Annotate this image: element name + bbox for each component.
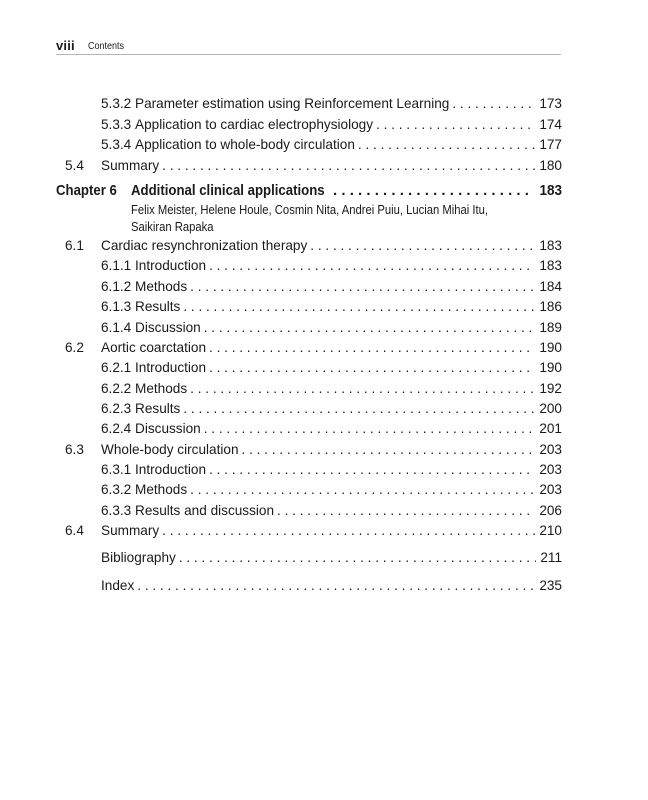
toc-entry-page: 201 <box>539 421 562 436</box>
toc-entry-page: 210 <box>539 523 562 538</box>
toc-entry-number: 6.1.4 <box>101 320 132 335</box>
dot-leader <box>209 462 535 477</box>
dot-leader <box>162 158 535 173</box>
dot-leader <box>452 96 535 111</box>
dot-leader <box>209 360 535 375</box>
toc-entry-page: 235 <box>539 578 562 593</box>
toc-entry-label: Discussion <box>135 421 201 436</box>
toc-entry-page: 180 <box>539 158 562 173</box>
toc-entry-6-1-4[interactable] <box>101 320 562 335</box>
toc-entry-6-4[interactable] <box>65 523 562 538</box>
running-head-title: Contents <box>88 41 125 52</box>
toc-entry-number: 6.3.1 <box>101 462 132 477</box>
toc-entry-label: Whole-body circulation <box>101 442 239 457</box>
toc-entry-6-2-3[interactable] <box>101 401 562 416</box>
dot-leader <box>190 279 535 294</box>
toc-entry-number: 5.3.4 <box>101 137 132 152</box>
toc-entry-label: Introduction <box>135 462 207 477</box>
toc-entry-number: 6.2.3 <box>101 401 132 416</box>
toc-entry-6-3-3[interactable] <box>101 503 562 518</box>
toc-entry-page: 184 <box>539 279 562 294</box>
toc-entry-label: Aortic coarctation <box>101 340 207 355</box>
dot-leader <box>277 503 535 518</box>
toc-entry-page: 186 <box>539 299 562 314</box>
chapter-title: Additional clinical applications <box>131 182 325 199</box>
toc-entry-number: 6.1 <box>65 238 84 253</box>
toc-entry-page: 192 <box>539 381 562 396</box>
toc-entry-label: Cardiac resynchronization therapy <box>101 238 308 253</box>
dot-leader <box>204 421 536 436</box>
dot-leader <box>333 182 534 199</box>
toc-entry-label: Methods <box>135 482 188 497</box>
toc-entry-6-3[interactable] <box>65 442 562 457</box>
toc-entry-page: 190 <box>539 360 562 375</box>
toc-entry-label: Results <box>135 299 181 314</box>
toc-entry-index[interactable] <box>101 578 562 593</box>
chapter-6-heading[interactable] <box>56 182 562 199</box>
toc-entry-label: Application to whole-body circulation <box>135 137 355 152</box>
toc-entry-number: 6.3 <box>65 442 84 457</box>
toc-entry-label: Results and discussion <box>135 503 275 518</box>
toc-entry-number: 5.4 <box>65 158 84 173</box>
dot-leader <box>183 401 535 416</box>
dot-leader <box>209 340 535 355</box>
dot-leader <box>179 550 537 565</box>
toc-entry-6-3-1[interactable] <box>101 462 562 477</box>
toc-entry-page: 177 <box>539 137 562 152</box>
authors-line-1: Felix Meister, Helene Houle, Cosmin Nita, Andrei Puiu, Lucian Mihai Itu, <box>131 203 489 217</box>
toc-entry-page: 203 <box>539 462 562 477</box>
toc-entry-page: 190 <box>539 340 562 355</box>
toc-entry-6-1-3[interactable] <box>101 299 562 314</box>
toc-entry-6-1[interactable] <box>65 238 562 253</box>
toc-entry-5-3-3[interactable] <box>101 117 562 132</box>
page-number: viii <box>56 38 75 53</box>
toc-entry-page: 173 <box>539 96 562 111</box>
authors-line-2: Saikiran Rapaka <box>131 219 214 234</box>
toc-entry-label: Discussion <box>135 320 201 335</box>
toc-entry-number: 6.2.1 <box>101 360 132 375</box>
toc-entry-label: Index <box>101 578 135 593</box>
toc-entry-page: 183 <box>539 258 562 273</box>
toc-entry-page: 203 <box>539 442 562 457</box>
toc-entry-6-1-2[interactable] <box>101 279 562 294</box>
toc-entry-page: 200 <box>539 401 562 416</box>
toc-entry-number: 6.4 <box>65 523 84 538</box>
toc-entry-6-2-4[interactable] <box>101 421 562 436</box>
running-header <box>56 36 561 55</box>
toc-entry-5-3-2[interactable] <box>101 96 562 111</box>
toc-entry-label: Results <box>135 401 181 416</box>
dot-leader <box>137 578 535 593</box>
toc-entry-label: Summary <box>101 523 160 538</box>
toc-entry-6-2-1[interactable] <box>101 360 562 375</box>
dot-leader <box>183 299 535 314</box>
dot-leader <box>358 137 535 152</box>
dot-leader <box>242 442 536 457</box>
toc-entry-label: Summary <box>101 158 160 173</box>
toc-entry-number: 6.2.2 <box>101 381 132 396</box>
toc-entry-number: 6.2.4 <box>101 421 132 436</box>
dot-leader <box>310 238 535 253</box>
toc-entry-5-4[interactable] <box>65 158 562 173</box>
toc-entry-number: 6.2 <box>65 340 84 355</box>
toc-entry-label: Bibliography <box>101 550 176 565</box>
dot-leader <box>376 117 535 132</box>
toc-entry-5-3-4[interactable] <box>101 137 562 152</box>
dot-leader <box>162 523 535 538</box>
toc-entry-number: 5.3.2 <box>101 96 132 111</box>
toc-entry-6-2[interactable] <box>65 340 562 355</box>
toc-entry-page: 203 <box>539 482 562 497</box>
dot-leader <box>209 258 535 273</box>
toc-entry-label: Introduction <box>135 360 207 375</box>
chapter-page: 183 <box>539 182 562 199</box>
toc-entry-label: Parameter estimation using Reinforcement Learning <box>135 96 450 111</box>
chapter-label: Chapter 6 <box>56 182 117 199</box>
dot-leader <box>204 320 536 335</box>
toc-entry-bibliography[interactable] <box>101 550 562 565</box>
toc-entry-page: 211 <box>540 550 562 565</box>
toc-entry-number: 6.3.2 <box>101 482 132 497</box>
chapter-authors <box>131 202 561 235</box>
toc-entry-page: 183 <box>539 238 562 253</box>
toc-entry-number: 6.1.1 <box>101 258 132 273</box>
toc-entry-page: 206 <box>539 503 562 518</box>
toc-entry-label: Methods <box>135 279 188 294</box>
toc-entry-label: Application to cardiac electrophysiology <box>135 117 374 132</box>
dot-leader <box>190 381 535 396</box>
toc-entry-number: 6.3.3 <box>101 503 132 518</box>
dot-leader <box>190 482 535 497</box>
toc-entry-label: Introduction <box>135 258 207 273</box>
toc-entry-number: 5.3.3 <box>101 117 132 132</box>
toc-entry-6-2-2[interactable] <box>101 381 562 396</box>
toc-entry-6-1-1[interactable] <box>101 258 562 273</box>
toc-entry-page: 174 <box>539 117 562 132</box>
toc-entry-number: 6.1.3 <box>101 299 132 314</box>
toc-entry-6-3-2[interactable] <box>101 482 562 497</box>
toc-entry-number: 6.1.2 <box>101 279 132 294</box>
toc-entry-label: Methods <box>135 381 188 396</box>
toc-entry-page: 189 <box>539 320 562 335</box>
